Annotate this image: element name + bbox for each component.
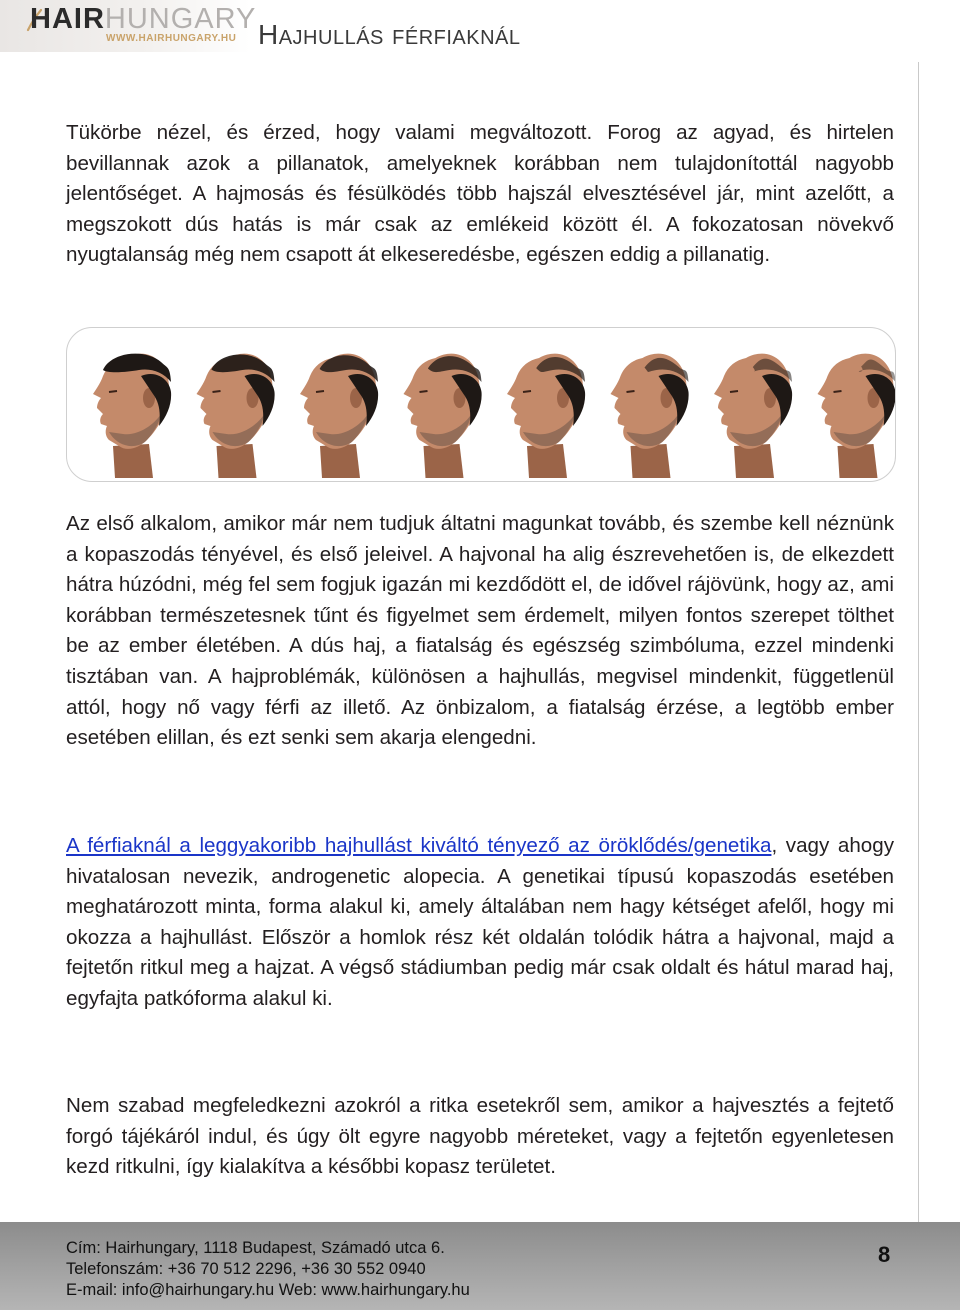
page-header [0,0,960,62]
page-title: Hajhullás férfiaknál [258,19,521,50]
logo-website: WWW.HAIRHUNGARY.HU [106,33,237,44]
head-profile [300,354,378,478]
genetics-link[interactable]: A férfiaknál a leggyakoribb hajhullást kiváltó tényező az öröklődés/genetika [66,834,772,857]
eye [730,391,738,392]
intro-paragraph: Tükörbe nézel, és érzed, hogy valami megváltozott. Forog az agyad, és hirtelen bevillannak azok a pillanatok, amelyeknek korábban nem tulajdonítottál nagyobb jelentőséget. A hajmosás és fésülködés több hajszál elvesztésével jár, mint azelőtt, a megszokott dús hatás is már csak az emlékeid között él. A fokozatosan növekvő nyugtalanság még nem csapott át elkeseredésbe, egészen eddig a pillanatig. [66,121,894,267]
page-number: 8 [878,1242,891,1267]
logo-wordmark [30,2,256,36]
neck [424,444,464,478]
genetics-paragraph-text: , vagy ahogy hivatalosan nevezik, androgenetic alopecia. A genetikai típusú kopaszodás esetében meghatározott minta, forma alakul ki, amely általában nem hagy kétséget afelől, hogy mi okozza a hajhullást. Először a homlok rész két oldalán tolódik hátra a hajvonal, majd a fejtetőn ritkul meg a hajzat. A végső stádiumban pedig már csak oldalt és hátul marad haj, egyfajta patkóforma alakul ki. [66,834,894,1010]
crown-paragraph: Nem szabad megfeledkezni azokról a ritka esetekről sem, amikor a hajvesztés a fejtető forgó tájékáról indul, és úgy ölt egyre nagyobb méreteket, vagy a fejtetőn egyenletesen kezd ritkulni, így kialakítva a későbbi kopasz területet. [66,1094,894,1179]
footer-email-web: E-mail: info@hairhungary.hu Web: www.hairhungary.hu [66,1281,470,1299]
eye [109,391,117,392]
page-footer [0,1222,960,1310]
neck [838,444,878,478]
logo-hair-text: HAIR [30,3,105,35]
neck [113,444,153,478]
eye [834,391,842,392]
head-profile [611,354,689,478]
eye [316,391,324,392]
first-signs-paragraph: Az első alkalom, amikor már nem tudjuk áltatni magunkat tovább, és szembe kell néznünk a kopaszodás tényével, és első jeleivel. A hajvonal ha alig észrevehetően is, de elkezdett hátra húzódni, még fel sem fogjuk igazán mi kezdődött el, de idővel rájövünk, hogy az, ami korábban természetesnek tűnt és figyelmet sem érdemelt, milyen fontos szerepet tölthet be az ember életében. A dús haj, a fiatalság és egészség szimbóluma, ezzel mindenki tisztában van. A hajproblémák, különösen a hajhullás, megvisel mindenkit, függetlenül attól, hogy nő vagy férfi az illető. Az önbizalom, a fiatalság érzése, a legtöbb ember esetében elillan, és ezt senki sem akarja elengedni. [66,512,894,750]
genetics-paragraph [66,831,894,1015]
neck [320,444,360,478]
head-profile [507,354,585,478]
eye [213,391,221,392]
contact-info [66,1238,470,1301]
head-profile [197,354,275,478]
head-profiles-illustration [67,328,895,481]
head-profile [818,354,896,478]
right-margin-rule [918,62,919,1232]
footer-address: Cím: Hairhungary, 1118 Budapest, Számadó utca 6. [66,1239,445,1257]
logo-hungary-text: HUNGARY [104,3,257,35]
eye [523,391,531,392]
neck [734,444,774,478]
footer-phone: Telefonszám: +36 70 512 2296, +36 30 552 0940 [66,1260,426,1278]
eye [627,391,635,392]
neck [527,444,567,478]
head-profile [714,354,792,478]
head-profile [93,354,171,478]
eye [420,391,428,392]
hairhungary-logo[interactable] [30,2,257,50]
hair-loss-stages-figure [66,327,896,482]
head-profile [404,354,482,478]
neck [631,444,671,478]
neck [217,444,257,478]
